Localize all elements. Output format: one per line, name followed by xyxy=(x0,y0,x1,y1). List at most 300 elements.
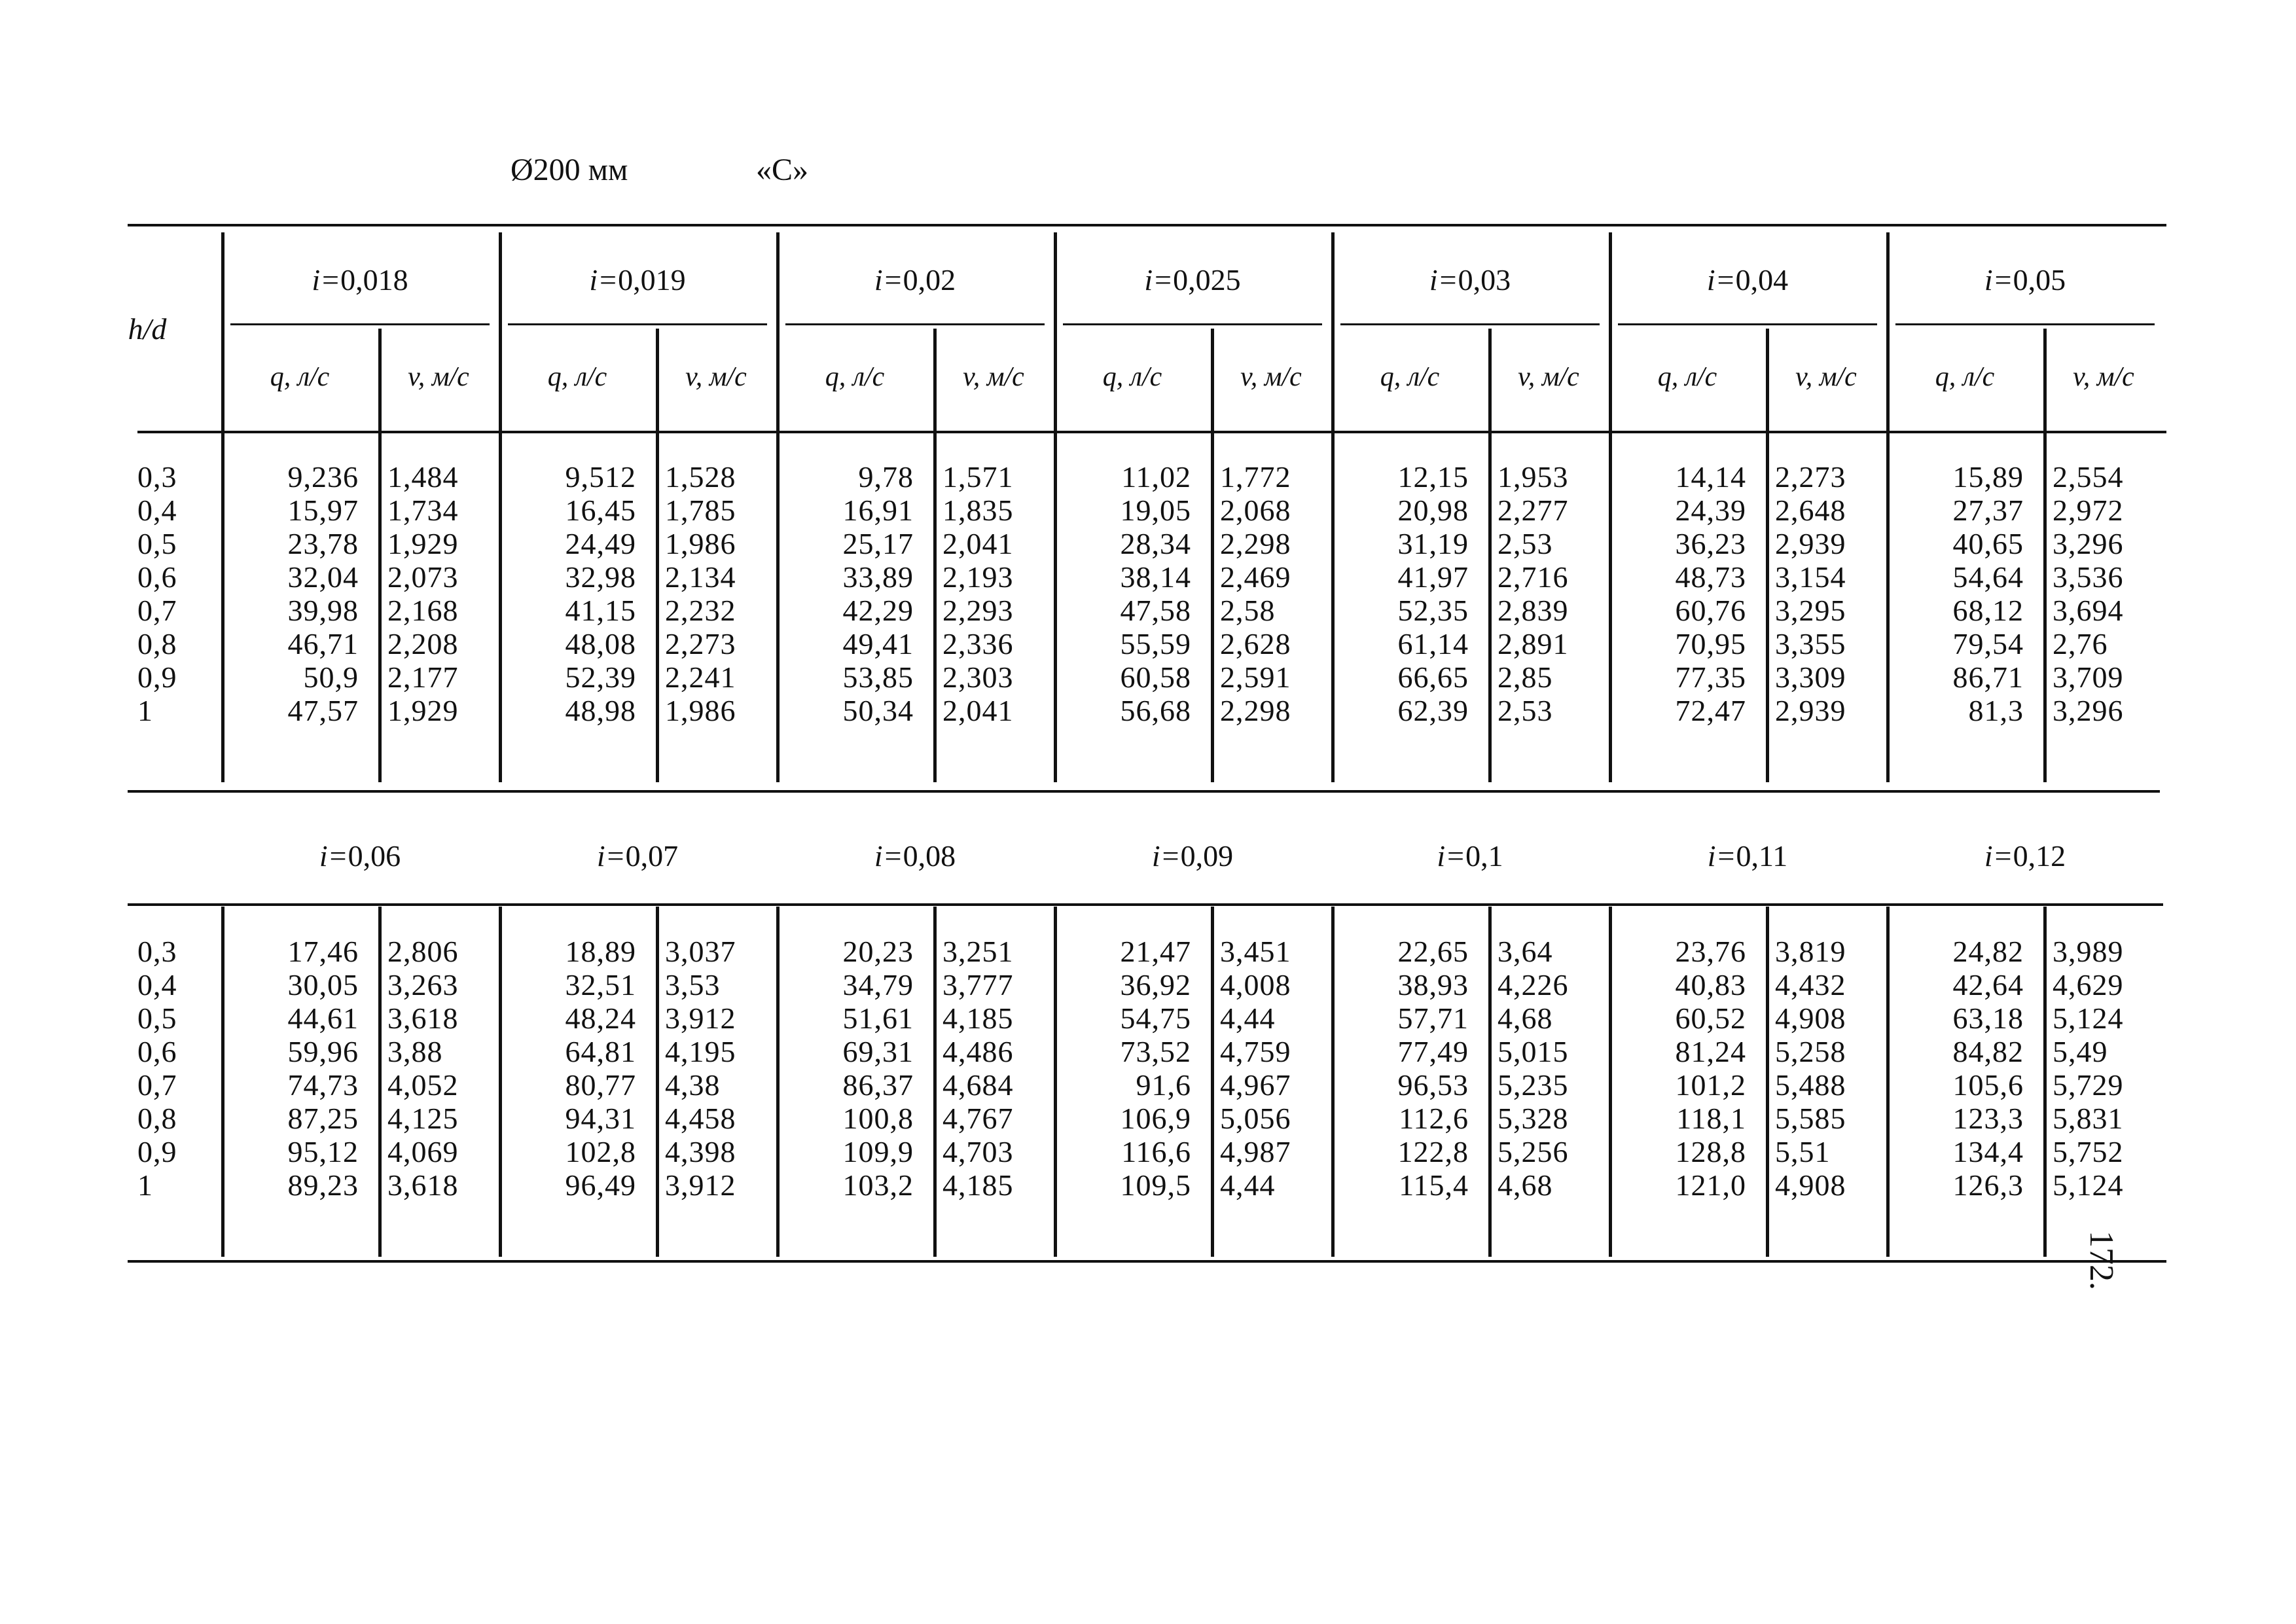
q-value: 16,45 xyxy=(565,494,636,527)
hd-value: 0,6 xyxy=(137,560,177,594)
q-value: 24,49 xyxy=(565,527,636,560)
q-value: 121,0 xyxy=(1675,1168,1746,1202)
v-value: 3,037 xyxy=(665,935,736,968)
hd-value: 0,8 xyxy=(137,1102,177,1135)
hd-value: 0,6 xyxy=(137,1035,177,1068)
q-column xyxy=(1331,935,1469,1202)
slope-value: 0,06 xyxy=(348,839,401,873)
hd-value: 0,9 xyxy=(137,660,177,694)
qv-divider xyxy=(1211,329,1214,782)
q-value: 70,95 xyxy=(1675,627,1746,660)
q-value: 18,89 xyxy=(565,935,636,968)
v-column xyxy=(387,935,499,1202)
q-value: 48,24 xyxy=(565,1001,636,1035)
v-value: 2,76 xyxy=(2053,627,2108,660)
q-value: 81,3 xyxy=(1968,694,2024,727)
v-value: 3,53 xyxy=(665,968,721,1001)
v-value: 1,571 xyxy=(942,460,1014,494)
v-value: 2,208 xyxy=(387,627,459,660)
q-value: 41,15 xyxy=(565,594,636,627)
q-value: 14,14 xyxy=(1675,460,1746,494)
slope-symbol: i= xyxy=(1984,263,2013,297)
v-value: 5,258 xyxy=(1775,1035,1846,1068)
q-value: 96,49 xyxy=(565,1168,636,1202)
v-column xyxy=(1498,935,1609,1202)
q-value: 38,14 xyxy=(1120,560,1191,594)
q-value: 69,31 xyxy=(842,1035,914,1068)
v-value: 3,451 xyxy=(1220,935,1291,968)
v-value: 1,929 xyxy=(387,527,459,560)
v-value: 3,777 xyxy=(942,968,1014,1001)
v-value: 1,785 xyxy=(665,494,736,527)
v-value: 3,64 xyxy=(1498,935,1553,968)
v-value: 2,041 xyxy=(942,694,1014,727)
q-column xyxy=(1331,460,1469,727)
slope-value: 0,02 xyxy=(903,263,956,297)
v-value: 3,694 xyxy=(2053,594,2124,627)
q-value: 112,6 xyxy=(1399,1102,1469,1135)
qv-divider xyxy=(656,907,659,1257)
q-value: 55,59 xyxy=(1120,627,1191,660)
v-value: 4,44 xyxy=(1220,1168,1276,1202)
q-value: 25,17 xyxy=(842,527,914,560)
v-value: 1,772 xyxy=(1220,460,1291,494)
q-column xyxy=(776,935,914,1202)
v-value: 3,296 xyxy=(2053,527,2124,560)
q-header: q, л/с xyxy=(270,362,330,392)
q-value: 54,75 xyxy=(1120,1001,1191,1035)
q-value: 27,37 xyxy=(1952,494,2024,527)
q-value: 20,23 xyxy=(842,935,914,968)
qv-divider xyxy=(1488,329,1492,782)
q-value: 74,73 xyxy=(287,1068,359,1102)
v-value: 3,154 xyxy=(1775,560,1846,594)
q-value: 123,3 xyxy=(1952,1102,2024,1135)
q-value: 79,54 xyxy=(1952,627,2024,660)
slope-value: 0,025 xyxy=(1173,263,1241,297)
v-value: 2,716 xyxy=(1498,560,1569,594)
q-value: 15,97 xyxy=(287,494,359,527)
q-value: 100,8 xyxy=(842,1102,914,1135)
slope-label xyxy=(1609,265,1886,295)
v-value: 5,056 xyxy=(1220,1102,1291,1135)
q-value: 109,5 xyxy=(1120,1168,1191,1202)
q-value: 86,37 xyxy=(842,1068,914,1102)
v-value: 4,432 xyxy=(1775,968,1846,1001)
q-value: 68,12 xyxy=(1952,594,2024,627)
q-value: 15,89 xyxy=(1952,460,2024,494)
qv-divider xyxy=(1766,329,1769,782)
q-value: 61,14 xyxy=(1397,627,1469,660)
q-value: 9,512 xyxy=(565,460,636,494)
v-column xyxy=(1220,935,1331,1202)
v-value: 2,273 xyxy=(1775,460,1846,494)
qv-divider xyxy=(378,907,382,1257)
slope-value: 0,04 xyxy=(1735,263,1789,297)
v-value: 5,585 xyxy=(1775,1102,1846,1135)
q-value: 109,9 xyxy=(842,1135,914,1168)
q-column xyxy=(1609,935,1746,1202)
q-value: 24,82 xyxy=(1952,935,2024,968)
q-column xyxy=(499,935,636,1202)
q-value: 101,2 xyxy=(1675,1068,1746,1102)
q-value: 72,47 xyxy=(1675,694,1746,727)
v-value: 4,987 xyxy=(1220,1135,1291,1168)
q-value: 41,97 xyxy=(1397,560,1469,594)
v-value: 2,336 xyxy=(942,627,1014,660)
v-value: 4,38 xyxy=(665,1068,721,1102)
v-header: v, м/с xyxy=(1518,362,1579,392)
v-value: 2,628 xyxy=(1220,627,1291,660)
v-value: 3,912 xyxy=(665,1001,736,1035)
q-value: 48,98 xyxy=(565,694,636,727)
slope-symbol: i= xyxy=(1707,839,1736,873)
v-value: 1,953 xyxy=(1498,460,1569,494)
v-value: 4,052 xyxy=(387,1068,459,1102)
q-value: 50,9 xyxy=(303,660,359,694)
v-value: 2,273 xyxy=(665,627,736,660)
v-value: 2,554 xyxy=(2053,460,2124,494)
q-value: 33,89 xyxy=(842,560,914,594)
v-value: 4,767 xyxy=(942,1102,1014,1135)
v-value: 4,486 xyxy=(942,1035,1014,1068)
v-value: 4,069 xyxy=(387,1135,459,1168)
v-value: 1,484 xyxy=(387,460,459,494)
q-value: 103,2 xyxy=(842,1168,914,1202)
v-value: 4,185 xyxy=(942,1001,1014,1035)
q-value: 50,34 xyxy=(842,694,914,727)
v-value: 4,759 xyxy=(1220,1035,1291,1068)
q-header: q, л/с xyxy=(1380,362,1440,392)
subheader-rule xyxy=(1063,323,1322,325)
v-value: 3,536 xyxy=(2053,560,2124,594)
v-value: 3,263 xyxy=(387,968,459,1001)
v-column xyxy=(2053,460,2164,727)
slope-symbol: i= xyxy=(1437,839,1466,873)
v-header: v, м/с xyxy=(408,362,469,392)
v-column xyxy=(665,460,776,727)
v-value: 2,972 xyxy=(2053,494,2124,527)
q-value: 31,19 xyxy=(1397,527,1469,560)
v-column xyxy=(387,460,499,727)
q-value: 16,91 xyxy=(842,494,914,527)
v-value: 2,293 xyxy=(942,594,1014,627)
v-header: v, м/с xyxy=(963,362,1024,392)
v-value: 2,168 xyxy=(387,594,459,627)
slope-label xyxy=(1054,841,1331,871)
v-value: 2,134 xyxy=(665,560,736,594)
v-value: 5,256 xyxy=(1498,1135,1569,1168)
subheader-rule xyxy=(508,323,767,325)
q-value: 89,23 xyxy=(287,1168,359,1202)
v-value: 5,124 xyxy=(2053,1001,2124,1035)
hd-value: 0,4 xyxy=(137,968,177,1001)
slope-value: 0,05 xyxy=(2013,263,2066,297)
v-value: 2,58 xyxy=(1220,594,1276,627)
q-column xyxy=(221,935,359,1202)
q-value: 54,64 xyxy=(1952,560,2024,594)
v-value: 5,49 xyxy=(2053,1035,2108,1068)
q-value: 24,39 xyxy=(1675,494,1746,527)
slope-label xyxy=(1331,841,1609,871)
q-value: 23,78 xyxy=(287,527,359,560)
v-column xyxy=(942,935,1054,1202)
q-column xyxy=(1886,460,2024,727)
slope-value: 0,09 xyxy=(1180,839,1234,873)
slope-symbol: i= xyxy=(874,839,903,873)
q-value: 122,8 xyxy=(1397,1135,1469,1168)
v-header: v, м/с xyxy=(1240,362,1302,392)
v-value: 2,891 xyxy=(1498,627,1569,660)
v-value: 2,298 xyxy=(1220,527,1291,560)
v-value: 4,125 xyxy=(387,1102,459,1135)
v-column xyxy=(665,935,776,1202)
q-value: 51,61 xyxy=(842,1001,914,1035)
q-value: 126,3 xyxy=(1952,1168,2024,1202)
slope-symbol: i= xyxy=(874,263,903,297)
q-value: 57,71 xyxy=(1397,1001,1469,1035)
v-value: 2,193 xyxy=(942,560,1014,594)
slope-label xyxy=(221,841,499,871)
slope-label xyxy=(1054,265,1331,295)
q-value: 23,76 xyxy=(1675,935,1746,968)
v-column xyxy=(2053,935,2164,1202)
q-column xyxy=(776,460,914,727)
q-value: 48,08 xyxy=(565,627,636,660)
v-value: 2,041 xyxy=(942,527,1014,560)
slope-symbol: i= xyxy=(1706,263,1736,297)
slope-label xyxy=(776,841,1054,871)
qv-divider xyxy=(933,329,937,782)
q-value: 42,29 xyxy=(842,594,914,627)
v-value: 3,88 xyxy=(387,1035,443,1068)
slope-value: 0,11 xyxy=(1736,839,1788,873)
v-value: 3,709 xyxy=(2053,660,2124,694)
series-heading: «С» xyxy=(756,153,809,187)
slope-symbol: i= xyxy=(319,839,348,873)
q-value: 52,39 xyxy=(565,660,636,694)
q-value: 105,6 xyxy=(1952,1068,2024,1102)
q-value: 42,64 xyxy=(1952,968,2024,1001)
v-value: 3,309 xyxy=(1775,660,1846,694)
slope-symbol: i= xyxy=(1151,839,1181,873)
q-value: 118,1 xyxy=(1676,1102,1746,1135)
subheader-rule xyxy=(785,323,1045,325)
q-value: 32,98 xyxy=(565,560,636,594)
slope-label xyxy=(1609,841,1886,871)
subheader-rule xyxy=(1340,323,1600,325)
v-value: 2,068 xyxy=(1220,494,1291,527)
v-header: v, м/с xyxy=(685,362,747,392)
q-value: 94,31 xyxy=(565,1102,636,1135)
q-value: 116,6 xyxy=(1121,1135,1191,1168)
q-header: q, л/с xyxy=(825,362,885,392)
v-value: 2,303 xyxy=(942,660,1014,694)
q-value: 47,58 xyxy=(1120,594,1191,627)
v-value: 4,195 xyxy=(665,1035,736,1068)
q-value: 47,57 xyxy=(287,694,359,727)
q-value: 21,47 xyxy=(1120,935,1191,968)
v-value: 4,458 xyxy=(665,1102,736,1135)
v-value: 4,185 xyxy=(942,1168,1014,1202)
v-value: 3,989 xyxy=(2053,935,2124,968)
v-value: 4,44 xyxy=(1220,1001,1276,1035)
q-value: 30,05 xyxy=(287,968,359,1001)
slope-label xyxy=(776,265,1054,295)
q-value: 28,34 xyxy=(1120,527,1191,560)
v-value: 2,232 xyxy=(665,594,736,627)
v-value: 4,967 xyxy=(1220,1068,1291,1102)
slope-label xyxy=(499,841,776,871)
slope-label xyxy=(499,265,776,295)
v-column xyxy=(1775,935,1886,1202)
q-column xyxy=(1609,460,1746,727)
v-value: 2,177 xyxy=(387,660,459,694)
q-value: 95,12 xyxy=(287,1135,359,1168)
q-value: 19,05 xyxy=(1120,494,1191,527)
q-column xyxy=(1054,935,1191,1202)
slope-value: 0,12 xyxy=(2013,839,2066,873)
q-value: 46,71 xyxy=(287,627,359,660)
q-value: 73,52 xyxy=(1120,1035,1191,1068)
v-value: 1,986 xyxy=(665,694,736,727)
v-value: 5,124 xyxy=(2053,1168,2124,1202)
v-value: 2,241 xyxy=(665,660,736,694)
hd-value: 0,7 xyxy=(137,594,177,627)
v-value: 4,398 xyxy=(665,1135,736,1168)
v-value: 3,355 xyxy=(1775,627,1846,660)
q-value: 17,46 xyxy=(287,935,359,968)
q-value: 102,8 xyxy=(565,1135,636,1168)
v-value: 2,806 xyxy=(387,935,459,968)
v-value: 4,629 xyxy=(2053,968,2124,1001)
slope-symbol: i= xyxy=(1984,839,2013,873)
q-value: 11,02 xyxy=(1121,460,1191,494)
q-value: 39,98 xyxy=(287,594,359,627)
v-value: 5,729 xyxy=(2053,1068,2124,1102)
q-value: 34,79 xyxy=(842,968,914,1001)
q-value: 66,65 xyxy=(1397,660,1469,694)
v-value: 3,296 xyxy=(2053,694,2124,727)
v-value: 2,073 xyxy=(387,560,459,594)
v-value: 2,53 xyxy=(1498,527,1553,560)
v-value: 2,85 xyxy=(1498,660,1553,694)
q-value: 32,51 xyxy=(565,968,636,1001)
v-value: 4,684 xyxy=(942,1068,1014,1102)
table2-hd-column xyxy=(137,935,190,1202)
q-value: 115,4 xyxy=(1399,1168,1469,1202)
slope-value: 0,07 xyxy=(625,839,679,873)
hd-value: 0,3 xyxy=(137,460,177,494)
v-value: 3,618 xyxy=(387,1168,459,1202)
v-value: 1,986 xyxy=(665,527,736,560)
slope-label xyxy=(221,265,499,295)
v-column xyxy=(1498,460,1609,727)
v-value: 2,591 xyxy=(1220,660,1291,694)
qv-divider xyxy=(656,329,659,782)
q-value: 96,53 xyxy=(1397,1068,1469,1102)
hd-value: 0,3 xyxy=(137,935,177,968)
v-value: 3,912 xyxy=(665,1168,736,1202)
q-header: q, л/с xyxy=(1102,362,1162,392)
q-value: 36,23 xyxy=(1675,527,1746,560)
q-value: 60,52 xyxy=(1675,1001,1746,1035)
v-value: 2,298 xyxy=(1220,694,1291,727)
v-value: 2,648 xyxy=(1775,494,1846,527)
hd-value: 1 xyxy=(137,1168,153,1202)
v-value: 4,226 xyxy=(1498,968,1569,1001)
q-value: 64,81 xyxy=(565,1035,636,1068)
v-value: 2,277 xyxy=(1498,494,1569,527)
v-value: 5,488 xyxy=(1775,1068,1846,1102)
v-value: 5,831 xyxy=(2053,1102,2124,1135)
qv-divider xyxy=(1488,907,1492,1257)
qv-divider xyxy=(378,329,382,782)
subheader-rule xyxy=(230,323,490,325)
q-value: 48,73 xyxy=(1675,560,1746,594)
q-value: 86,71 xyxy=(1952,660,2024,694)
slope-value: 0,03 xyxy=(1458,263,1511,297)
v-value: 3,295 xyxy=(1775,594,1846,627)
v-value: 3,251 xyxy=(942,935,1014,968)
slope-symbol: i= xyxy=(589,263,619,297)
q-value: 80,77 xyxy=(565,1068,636,1102)
qv-divider xyxy=(2043,907,2047,1257)
v-column xyxy=(942,460,1054,727)
q-value: 59,96 xyxy=(287,1035,359,1068)
hd-value: 0,8 xyxy=(137,627,177,660)
v-header: v, м/с xyxy=(1795,362,1857,392)
v-value: 4,908 xyxy=(1775,1001,1846,1035)
q-column xyxy=(1886,935,2024,1202)
q-value: 20,98 xyxy=(1397,494,1469,527)
v-value: 5,235 xyxy=(1498,1068,1569,1102)
v-value: 4,703 xyxy=(942,1135,1014,1168)
page-number: 172. xyxy=(2083,1231,2120,1290)
q-header: q, л/с xyxy=(1935,362,1995,392)
v-value: 4,908 xyxy=(1775,1168,1846,1202)
q-value: 87,25 xyxy=(287,1102,359,1135)
row-header-hd: h/d xyxy=(128,312,167,346)
q-value: 44,61 xyxy=(287,1001,359,1035)
q-value: 52,35 xyxy=(1397,594,1469,627)
q-value: 9,78 xyxy=(858,460,914,494)
slope-symbol: i= xyxy=(1429,263,1458,297)
slope-symbol: i= xyxy=(1144,263,1174,297)
v-value: 1,734 xyxy=(387,494,459,527)
v-value: 2,469 xyxy=(1220,560,1291,594)
v-value: 1,929 xyxy=(387,694,459,727)
q-value: 128,8 xyxy=(1675,1135,1746,1168)
q-value: 106,9 xyxy=(1120,1102,1191,1135)
slope-label xyxy=(1331,265,1609,295)
qv-divider xyxy=(933,907,937,1257)
table1-hd-column xyxy=(137,460,190,727)
q-header: q, л/с xyxy=(547,362,607,392)
q-value: 56,68 xyxy=(1120,694,1191,727)
q-value: 134,4 xyxy=(1952,1135,2024,1168)
q-value: 38,93 xyxy=(1397,968,1469,1001)
v-value: 4,68 xyxy=(1498,1001,1553,1035)
q-value: 60,58 xyxy=(1120,660,1191,694)
slope-value: 0,019 xyxy=(618,263,686,297)
v-value: 5,328 xyxy=(1498,1102,1569,1135)
hd-value: 0,5 xyxy=(137,1001,177,1035)
q-value: 40,65 xyxy=(1952,527,2024,560)
hd-value: 0,9 xyxy=(137,1135,177,1168)
v-value: 5,752 xyxy=(2053,1135,2124,1168)
v-value: 1,528 xyxy=(665,460,736,494)
